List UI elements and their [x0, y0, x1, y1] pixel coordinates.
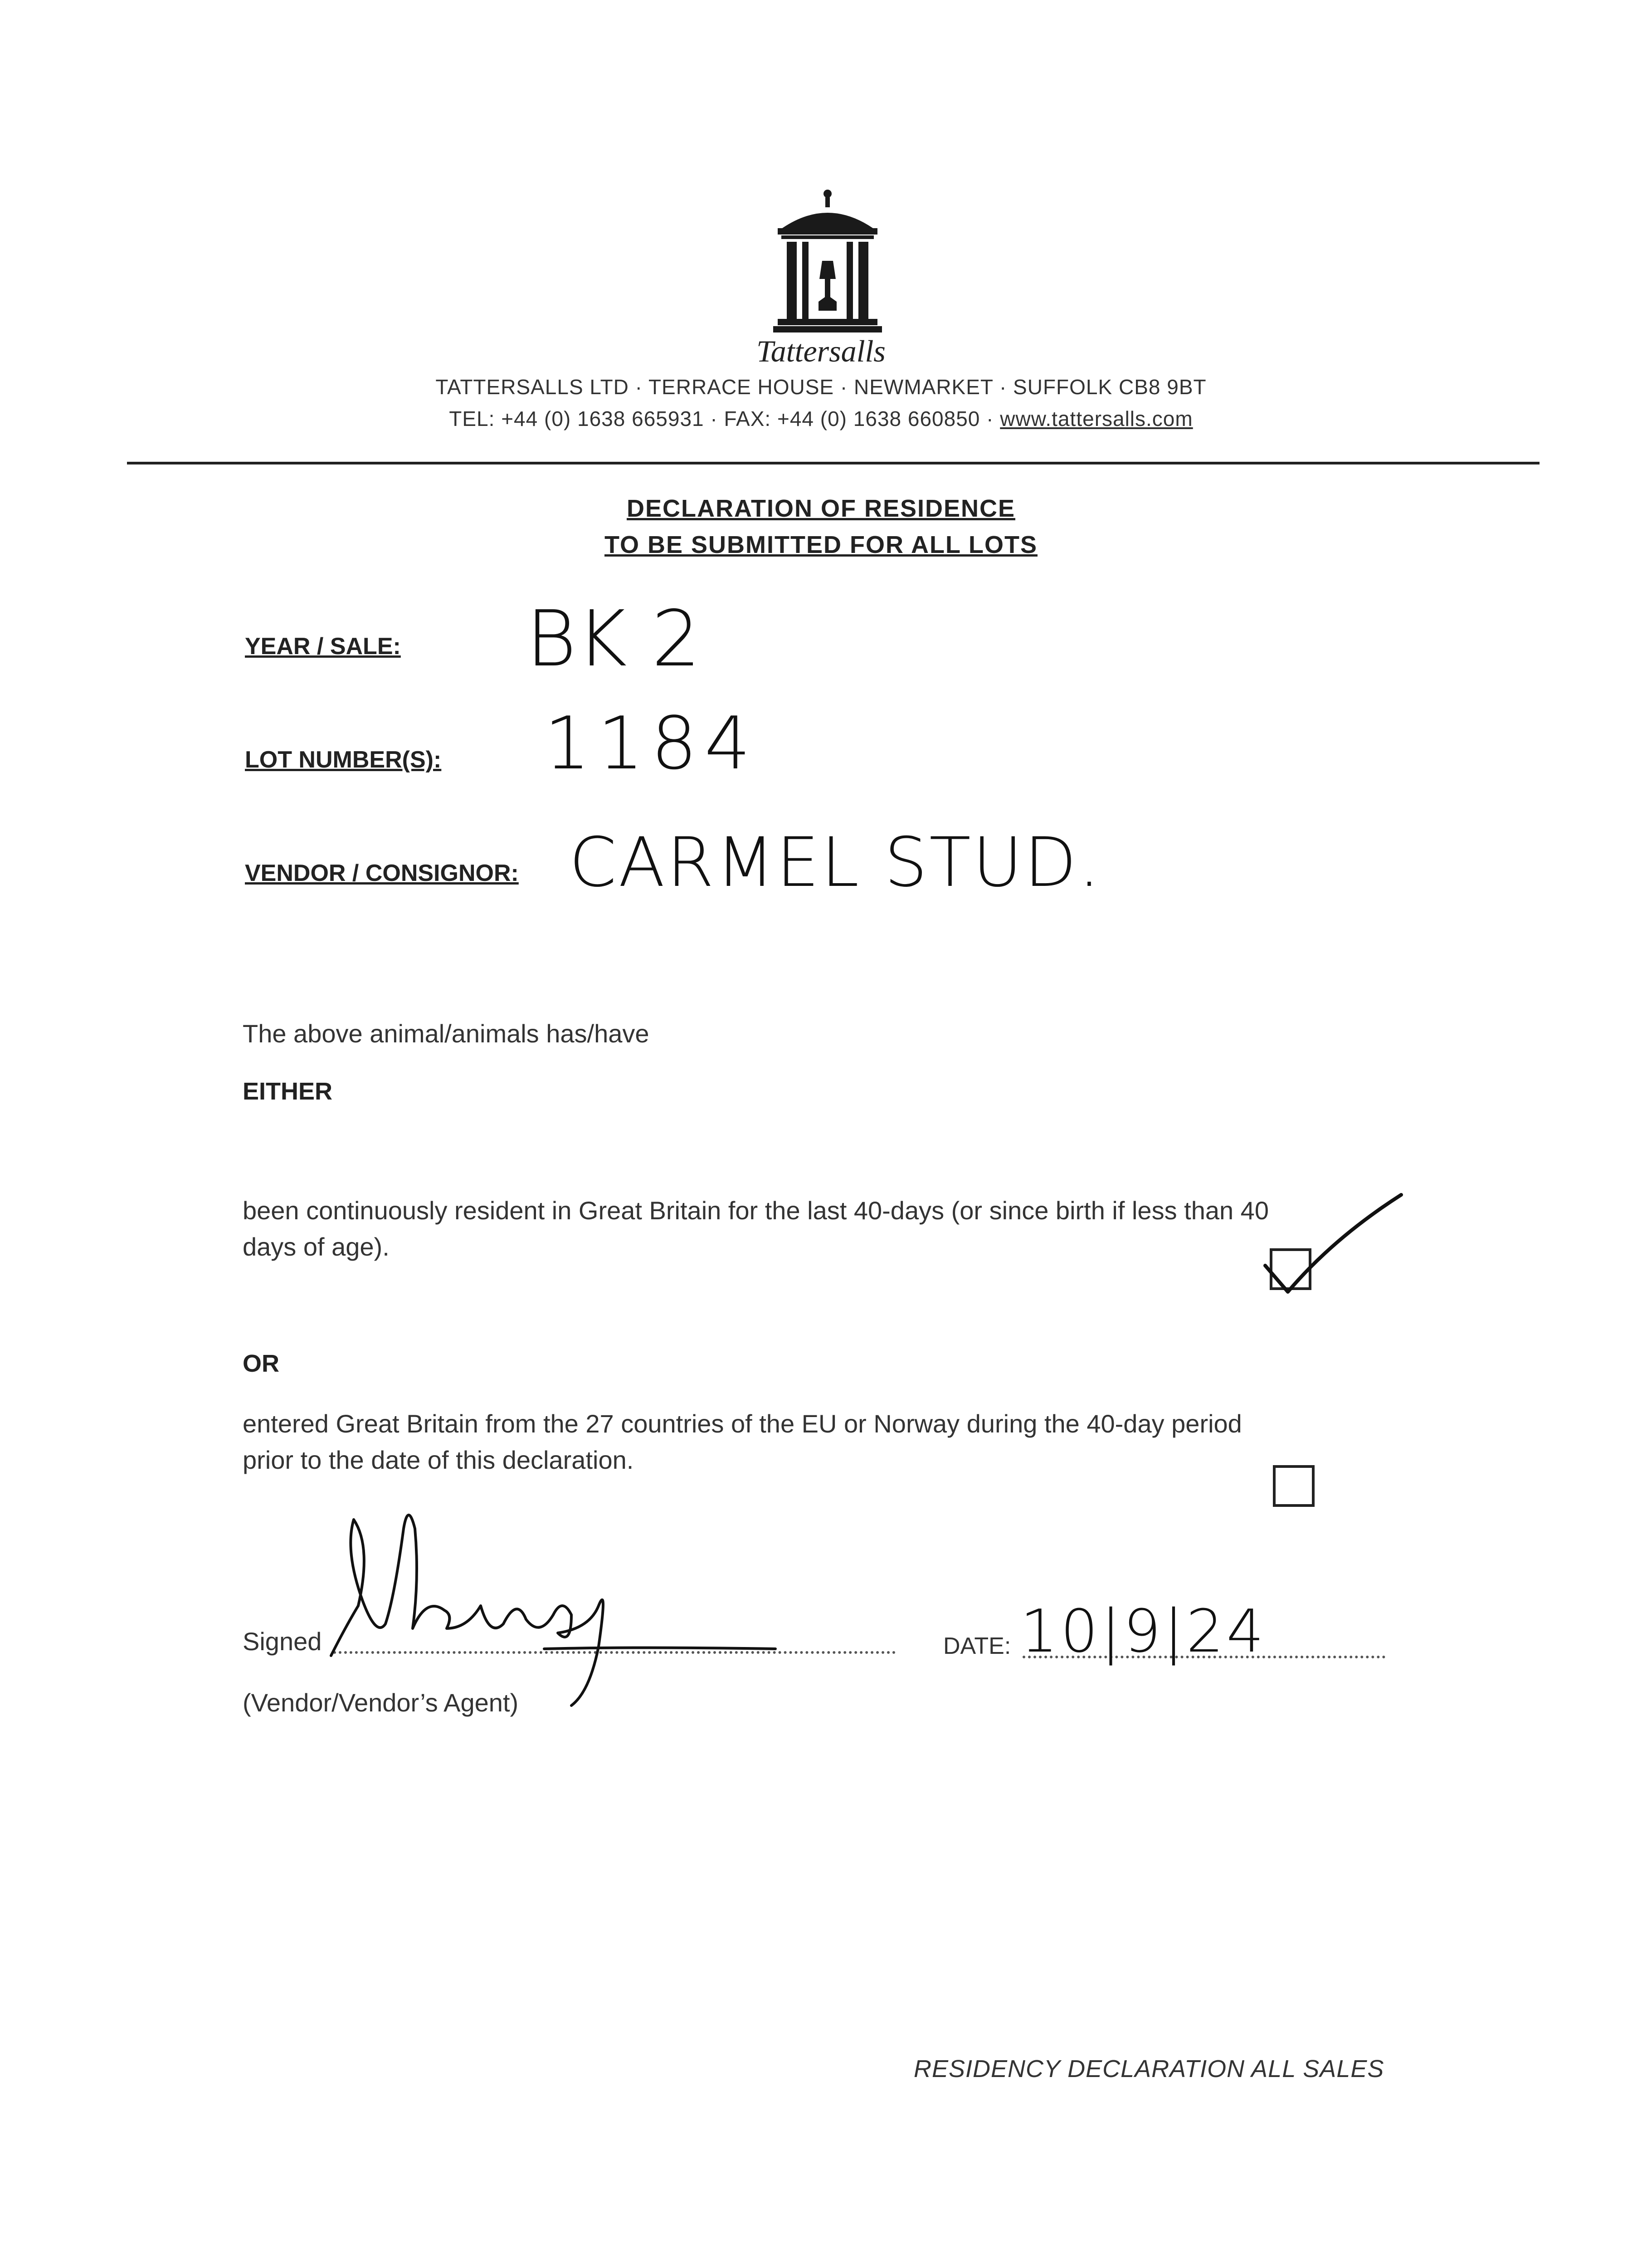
- option2-text-line1: entered Great Britain from the 27 countries of the EU or Norway during the 40-day period: [243, 1409, 1242, 1438]
- signed-label: Signed: [243, 1627, 322, 1656]
- either-heading: EITHER: [243, 1078, 333, 1105]
- option2-checkbox[interactable]: [1273, 1465, 1315, 1507]
- brand-name: Tattersalls: [756, 334, 886, 368]
- date-value[interactable]: 10|9|24: [1020, 1597, 1267, 1666]
- date-label: DATE:: [943, 1633, 1011, 1659]
- or-heading: OR: [243, 1350, 279, 1377]
- year-sale-value[interactable]: BK 2: [526, 594, 701, 684]
- option1-text-line2: days of age).: [243, 1232, 390, 1261]
- tattersalls-pavilion-logo: [764, 188, 891, 338]
- vendor-consignor-label: VENDOR / CONSIGNOR:: [245, 860, 519, 886]
- contact-phone-fax: TEL: +44 (0) 1638 665931 · FAX: +44 (0) 1638 660850 ·: [449, 407, 1000, 430]
- signer-role-label: (Vendor/Vendor’s Agent): [243, 1688, 519, 1717]
- checkmark-icon: [1256, 1188, 1410, 1306]
- footer-text: RESIDENCY DECLARATION ALL SALES: [914, 2055, 1384, 2082]
- option1-text-line1: been continuously resident in Great Britain for the last 40-days (or since birth if less than 40: [243, 1196, 1269, 1225]
- website-link[interactable]: www.tattersalls.com: [1000, 407, 1193, 430]
- intro-text: The above animal/animals has/have: [243, 1019, 649, 1048]
- vendor-consignor-value[interactable]: CARMEL STUD.: [569, 823, 1102, 902]
- company-contact: [0, 406, 1642, 431]
- form-title: DECLARATION OF RESIDENCE: [626, 495, 1016, 522]
- header-divider: [127, 462, 1540, 464]
- year-sale-label: YEAR / SALE:: [245, 633, 401, 660]
- lot-numbers-label: LOT NUMBER(S):: [245, 747, 442, 773]
- option2-text-line2: prior to the date of this declaration.: [243, 1446, 634, 1474]
- company-address: TATTERSALLS LTD · TERRACE HOUSE · NEWMARKET · SUFFOLK CB8 9BT: [435, 375, 1207, 399]
- lot-numbers-value[interactable]: 1184: [544, 701, 758, 786]
- form-subtitle: TO BE SUBMITTED FOR ALL LOTS: [604, 531, 1038, 558]
